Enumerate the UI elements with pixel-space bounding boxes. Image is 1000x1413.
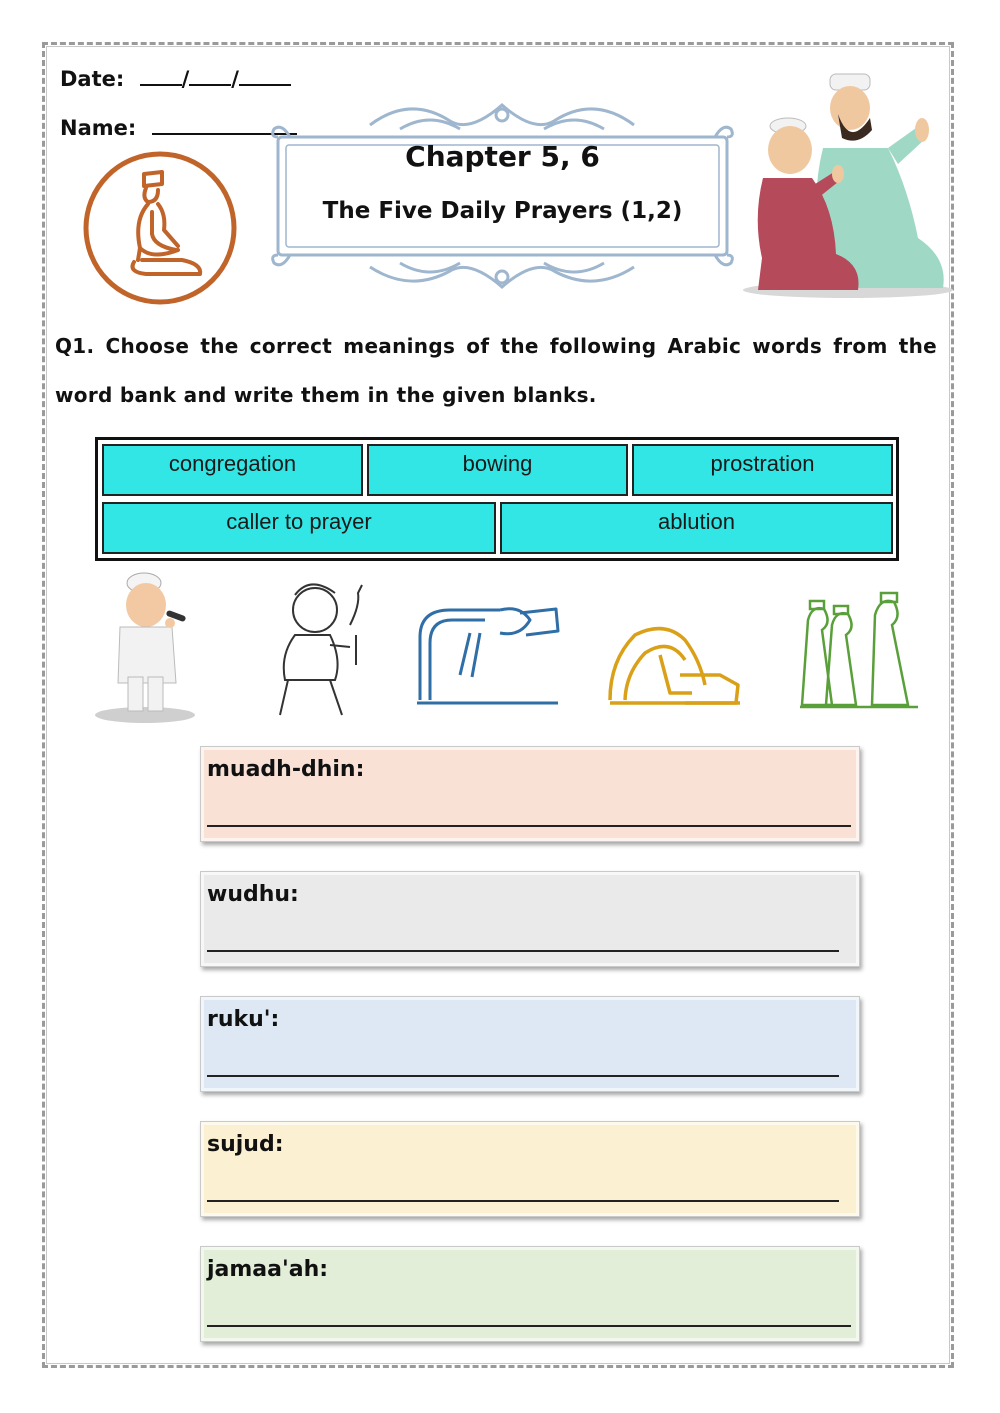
date-year-blank[interactable] — [239, 66, 291, 86]
answer-box-wudhu — [200, 871, 860, 967]
answer-term: muadh-dhin: — [207, 757, 365, 782]
answer-box-muadh-dhin — [200, 746, 860, 842]
word-chip[interactable]: ablution — [500, 502, 893, 554]
answer-blank[interactable] — [207, 1200, 839, 1202]
answer-blank[interactable] — [207, 825, 851, 827]
worksheet-subtitle: The Five Daily Prayers (1,2) — [322, 198, 683, 224]
bowing-figure-icon — [417, 609, 558, 703]
word-bank — [95, 437, 899, 561]
answer-box-jamaaah — [200, 1246, 860, 1342]
answer-term: jamaa'ah: — [207, 1257, 329, 1282]
name-field — [60, 115, 297, 140]
prostrating-figure-icon — [610, 629, 740, 703]
answer-blank[interactable] — [207, 950, 839, 952]
date-month-blank[interactable] — [189, 66, 231, 86]
word-chip[interactable]: caller to prayer — [102, 502, 496, 554]
word-chip[interactable]: congregation — [102, 444, 363, 496]
date-sep: / — [181, 67, 190, 91]
date-sep: / — [231, 67, 239, 91]
answer-term: wudhu: — [207, 882, 299, 907]
date-day-blank[interactable] — [140, 66, 182, 86]
answer-box-ruku — [200, 996, 860, 1092]
chapter-title: Chapter 5, 6 — [405, 140, 600, 173]
name-label: Name: — [60, 116, 137, 140]
answer-term: sujud: — [207, 1132, 284, 1157]
boy-microphone-icon — [95, 573, 195, 723]
word-chip[interactable]: prostration — [632, 444, 893, 496]
illustration-row — [80, 565, 940, 730]
prayer-medallion-icon — [82, 150, 238, 306]
title-ornament-frame — [270, 95, 735, 295]
question-text: Q1. Choose the correct meanings of the following Arabic words from the word bank and write them in the given blanks. — [55, 334, 937, 407]
word-chip[interactable]: bowing — [367, 444, 628, 496]
date-label: Date: — [60, 67, 125, 91]
answer-blank[interactable] — [207, 1075, 839, 1077]
answer-box-sujud — [200, 1121, 860, 1217]
answer-blank[interactable] — [207, 1325, 851, 1327]
boy-washing-icon — [280, 584, 362, 715]
date-field — [60, 66, 291, 91]
praying-men-illustration-icon — [738, 68, 958, 300]
congregation-icon — [800, 593, 918, 707]
answer-term: ruku': — [207, 1007, 280, 1032]
